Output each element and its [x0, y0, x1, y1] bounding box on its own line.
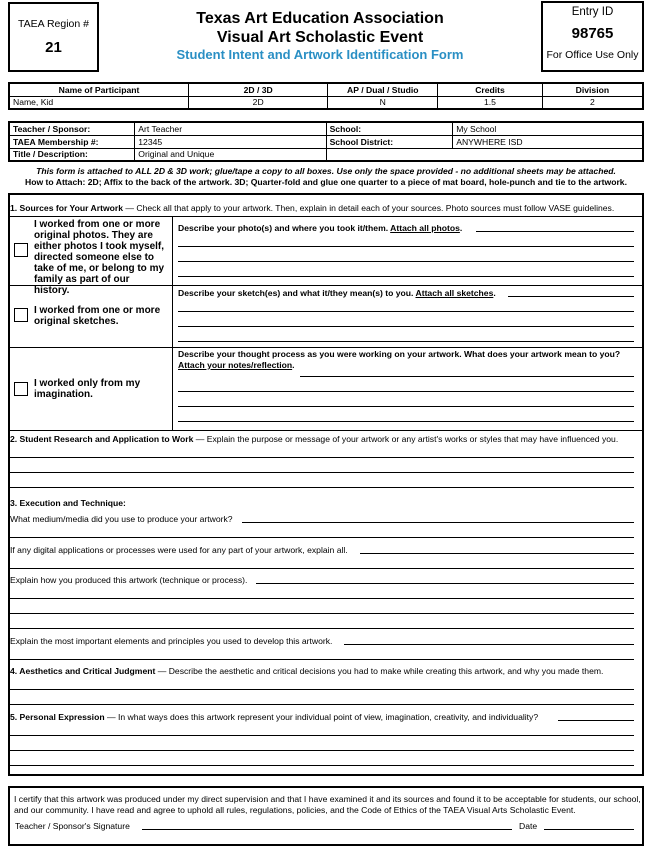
elements-question: Explain the most important elements and principles you used to develop this artwork.	[10, 636, 333, 646]
info-row	[9, 135, 643, 148]
sketches-checkbox[interactable]	[14, 308, 28, 322]
sketches-description: Describe your sketch(es) and what it/they mean(s) to you. Attach all sketches.	[178, 288, 496, 298]
answer-line[interactable]	[10, 457, 634, 458]
ap-dual-studio-field[interactable]: N	[328, 96, 438, 109]
office-use-note: For Office Use Only	[546, 49, 639, 61]
divider	[8, 430, 644, 431]
info-row	[9, 148, 643, 161]
medium-question: What medium/media did you use to produce your artwork?	[10, 514, 233, 524]
region-label: TAEA Region #	[17, 18, 89, 30]
sketches-description-text: Describe your sketch(es) and what it/they mean(s) to you.	[178, 288, 416, 298]
participant-name-field[interactable]: Name, Kid	[9, 96, 188, 109]
entry-label: Entry ID	[571, 6, 614, 18]
column-divider	[172, 216, 173, 430]
2d3d-field[interactable]: 2D	[188, 96, 327, 109]
photos-attach-text: Attach all photos	[390, 223, 460, 233]
col-header-ap: AP / Dual / Studio	[328, 83, 438, 96]
empty-cell	[326, 148, 453, 161]
answer-line[interactable]	[10, 472, 634, 473]
answer-line[interactable]	[10, 765, 634, 766]
title-field[interactable]: Original and Unique	[135, 148, 326, 161]
membership-field[interactable]: 12345	[135, 135, 326, 148]
divider	[8, 216, 644, 217]
region-value[interactable]: 21	[45, 39, 62, 56]
section-1-text: — Check all that apply to your artwork. Then, explain in detail each of your sources. Photo sources must follow VASE guidelines.	[123, 203, 615, 213]
answer-line[interactable]	[178, 391, 634, 392]
district-label: School District:	[326, 135, 453, 148]
signature-line[interactable]	[142, 829, 512, 830]
col-header-division: Division	[542, 83, 643, 96]
answer-line[interactable]	[10, 613, 634, 614]
answer-line[interactable]	[10, 735, 634, 736]
empty-cell	[453, 148, 643, 161]
section-4-title: 4. Aesthetics and Critical Judgment	[10, 666, 156, 676]
answer-line[interactable]	[178, 246, 634, 247]
answer-line[interactable]	[178, 261, 634, 262]
photos-option-label: I worked from one or more original photos. They are either photos I took myself, directed someone else to take of me, or belong to my family as part of our history.	[34, 219, 165, 296]
division-field[interactable]: 2	[542, 96, 643, 109]
answer-line[interactable]	[10, 750, 634, 751]
section-1-heading	[10, 203, 614, 213]
participant-table	[8, 82, 644, 110]
form-subtitle: Student Intent and Artwork Identification Form	[176, 47, 464, 62]
answer-line[interactable]	[558, 720, 634, 721]
certification-box	[8, 786, 644, 846]
info-table	[8, 121, 644, 162]
instruction-line-1: This form is attached to ALL 2D & 3D work; glue/tape a copy to all boxes. Use only the space provided - no additional sheets may be attached.	[36, 166, 616, 176]
imagination-description: Describe your thought process as you were working on your artwork. What does your artwork mean to you? Attach your notes/reflection.	[178, 349, 638, 371]
section-2-text: — Explain the purpose or message of your artwork or any artist's works or styles that may have influenced you.	[193, 434, 619, 444]
section-3-heading: 3. Execution and Technique:	[10, 498, 126, 508]
col-header-name: Name of Participant	[9, 83, 188, 96]
divider	[8, 347, 644, 348]
instruction-line-2: How to Attach: 2D; Affix to the back of the artwork. 3D; Quarter-fold and glue one quarter to a piece of mat board, hole-punch and tie to the artwork.	[25, 177, 627, 187]
answer-line[interactable]	[344, 644, 634, 645]
photos-description-text: Describe your photo(s) and where you took it/them.	[178, 223, 391, 233]
answer-line[interactable]	[256, 583, 634, 584]
answer-line[interactable]	[10, 487, 634, 488]
imagination-description-text: Describe your thought process as you were working on your artwork. What does your artwork mean to you?	[178, 349, 621, 359]
sketches-attach-text: Attach all sketches	[415, 288, 494, 298]
answer-line[interactable]	[508, 296, 634, 297]
entry-box	[541, 1, 644, 72]
school-label: School:	[326, 122, 453, 135]
membership-label: TAEA Membership #:	[9, 135, 135, 148]
photos-checkbox[interactable]	[14, 243, 28, 257]
answer-line[interactable]	[242, 522, 634, 523]
answer-line[interactable]	[10, 659, 634, 660]
col-header-credits: Credits	[438, 83, 543, 96]
section-5-title: 5. Personal Expression	[10, 712, 105, 722]
region-box	[8, 2, 99, 72]
certification-text: I certify that this artwork was produced under my direct supervision and that I have examined it and its sources and found it to be acceptable for students, our school, and our community. I have read and agree to uphold all rules, regulations, policies, and the Code of Ethics of the TAEA Visual Arts Scholastic Event.	[14, 794, 641, 815]
district-field[interactable]: ANYWHERE ISD	[453, 135, 643, 148]
teacher-label: Teacher / Sponsor:	[9, 122, 135, 135]
digital-question: If any digital applications or processes were used for any part of your artwork, explain all.	[10, 545, 348, 555]
section-2-title: 2. Student Research and Application to Work	[10, 434, 194, 444]
credits-field[interactable]: 1.5	[438, 96, 543, 109]
section-4-text: — Describe the aesthetic and critical decisions you had to make while creating this artwork, and why you made them.	[155, 666, 604, 676]
section-4-heading	[10, 666, 603, 676]
participant-table-header	[9, 83, 643, 96]
answer-line[interactable]	[300, 376, 634, 377]
info-row	[9, 122, 643, 135]
answer-line[interactable]	[10, 628, 634, 629]
imagination-attach-text: Attach your notes/reflection	[178, 360, 293, 370]
answer-line[interactable]	[476, 231, 634, 232]
answer-line[interactable]	[10, 598, 634, 599]
answer-line[interactable]	[178, 421, 634, 422]
divider	[8, 285, 644, 286]
participant-table-row	[9, 96, 643, 109]
answer-line[interactable]	[10, 537, 634, 538]
date-line[interactable]	[544, 829, 634, 830]
form-event-title: Visual Art Scholastic Event	[216, 29, 424, 46]
answer-line[interactable]	[178, 326, 634, 327]
entry-id-value[interactable]: 98765	[571, 25, 614, 42]
sketches-option-label: I worked from one or more original sketches.	[34, 305, 161, 327]
answer-line[interactable]	[10, 568, 634, 569]
answer-line[interactable]	[178, 311, 634, 312]
section-5-text: — In what ways does this artwork represent your individual point of view, imagination, creativity, and individuality?	[104, 712, 539, 722]
date-label: Date	[519, 821, 538, 831]
form-title: Texas Art Education Association	[196, 10, 444, 27]
imagination-option-label: I worked only from my imagination.	[34, 378, 141, 400]
title-label: Title / Description:	[9, 148, 135, 161]
teacher-field[interactable]: Art Teacher	[135, 122, 326, 135]
section-2-heading	[10, 434, 618, 444]
col-header-2d3d: 2D / 3D	[188, 83, 327, 96]
answer-line[interactable]	[360, 553, 634, 554]
answer-line[interactable]	[178, 341, 634, 342]
answer-line[interactable]	[178, 406, 634, 407]
school-field[interactable]: My School	[453, 122, 643, 135]
signature-label: Teacher / Sponsor's Signature	[15, 821, 130, 831]
imagination-checkbox[interactable]	[14, 382, 28, 396]
technique-question: Explain how you produced this artwork (technique or process).	[10, 575, 248, 585]
section-1-title: 1. Sources for Your Artwork	[10, 203, 124, 213]
answer-line[interactable]	[178, 276, 634, 277]
answer-line[interactable]	[10, 689, 634, 690]
section-5-heading	[10, 712, 538, 722]
photos-description: Describe your photo(s) and where you took it/them. Attach all photos.	[178, 223, 463, 233]
answer-line[interactable]	[10, 704, 634, 705]
